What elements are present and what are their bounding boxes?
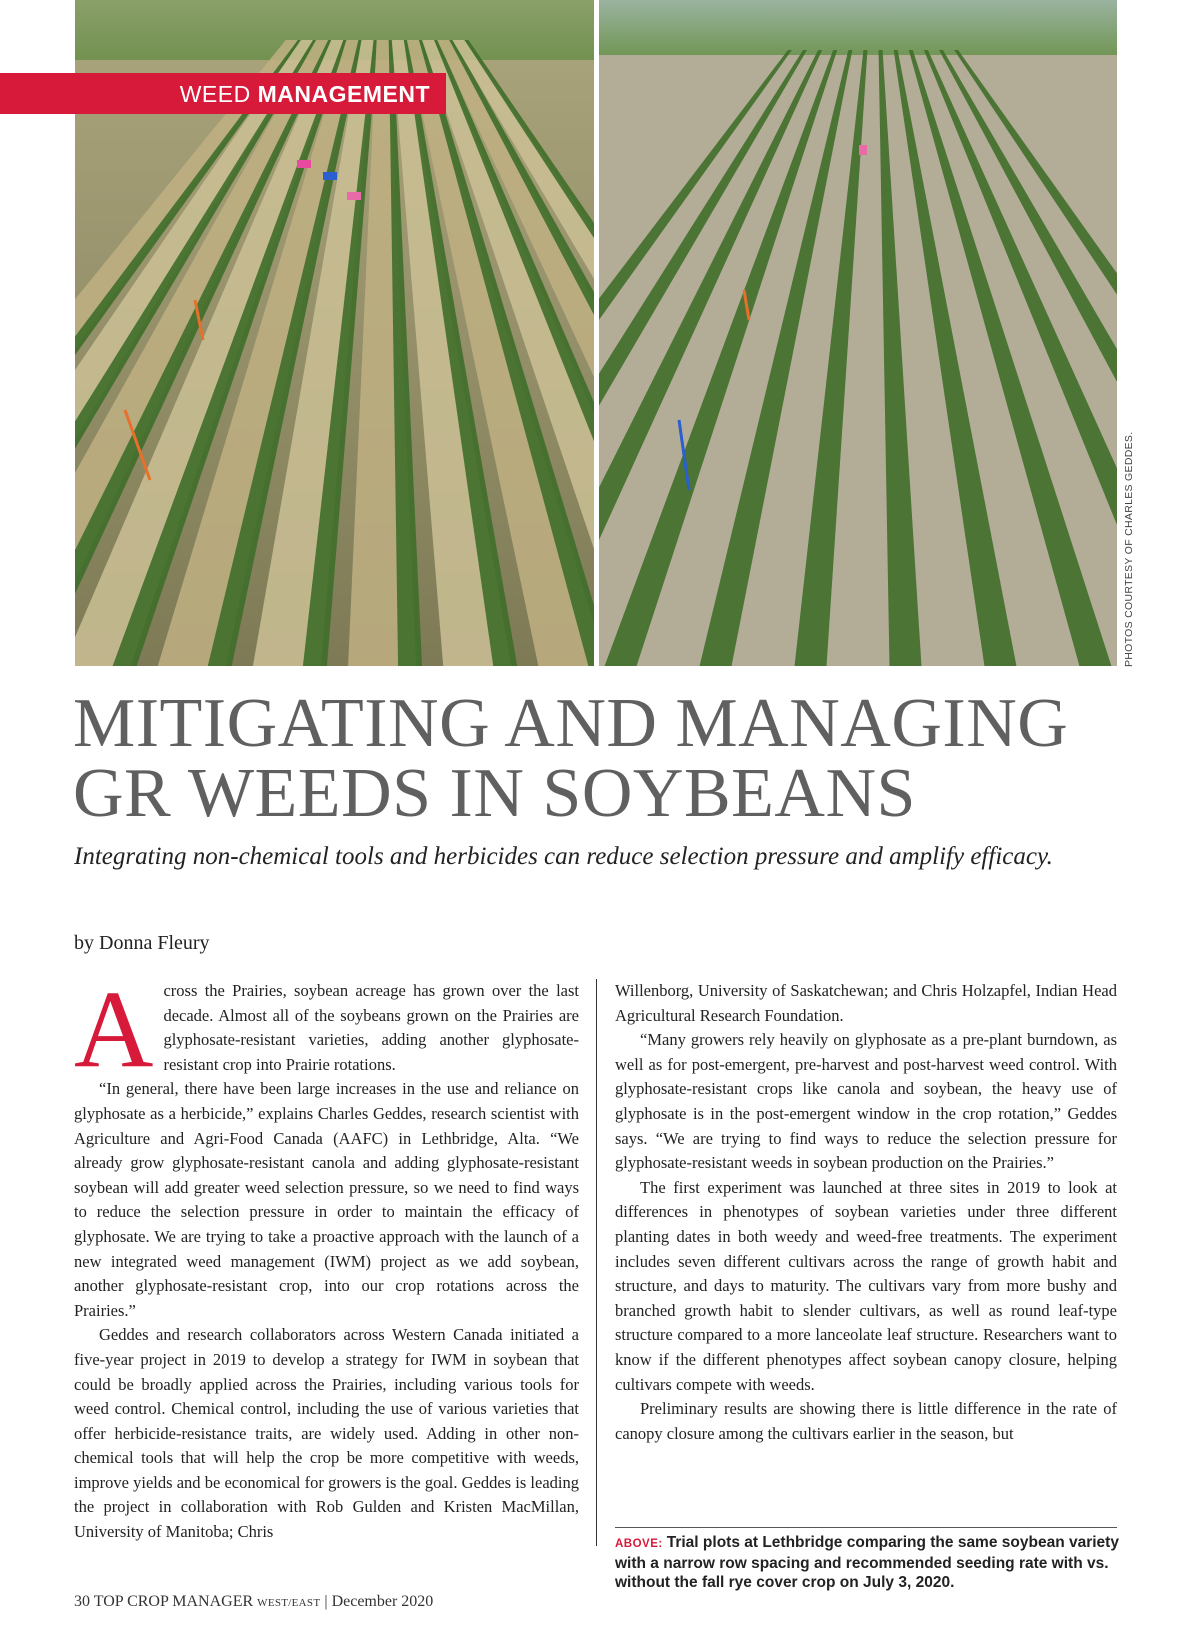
paragraph-text: cross the Prairies, soybean acreage has grown over the last decade. Almost all of the soybeans grown on the Prairies are glyphosate-resistant varieties, adding another glyphosate-resistant crop into Prairie rotations. (163, 981, 579, 1074)
deck-subtitle: Integrating non-chemical tools and herbicides can reduce selection pressure and amplify efficacy. (74, 843, 1053, 870)
paragraph: The first experiment was launched at three sites in 2019 to look at differences in phenotypes of soybean varieties under three different planting dates in both weedy and weed-free treatments. The experiment includes seven different cultivars across the range of growth habit and structure, and days to maturity. The cultivars vary from more bushy and branched growth habit to slender cultivars, as well as round leaf-type structure compared to a more lanceolate leaf structure. Researchers want to know if the different phenotypes affect soybean canopy closure, helping cultivars compete with weeds. (615, 1177, 1117, 1394)
dropcap: A (74, 968, 154, 1090)
byline: by Donna Fleury (74, 932, 210, 954)
paragraph: “In general, there have been large increases in the use and reliance on glyphosate as a herbicide,” explains Charles Geddes, research scientist with Agriculture and Agri-Food Canada (AAFC) in Lethbridge, Alta. “We already grow glyphosate-resistant canola and adding glyphosate-resistant soybean will add greater weed selection pressure, so we need to find ways to reduce the selection pressure in order to maintain the efficacy of glyphosate. We are trying to take a proactive approach with the launch of a new integrated weed management (IWM) project as we add soybean, another glyphosate-resistant crop, into our crop rotations across the Prairies.” (74, 1079, 579, 1320)
headline (73, 685, 1133, 832)
left-column (74, 968, 579, 1545)
section-tag-light: WEED (179, 81, 251, 107)
page-footer (74, 1593, 433, 1611)
paragraph: Preliminary results are showing there is little difference in the rate of canopy closure among the cultivars earlier in the season, but (615, 1399, 1117, 1443)
headline-line-1: MITIGATING AND MANAGING (73, 685, 1069, 762)
magazine-edition: WEST/EAST (257, 1597, 321, 1609)
footer-separator: | (324, 1593, 328, 1610)
caption-text: Trial plots at Lethbridge comparing the same soybean variety with a narrow row spacing and recommended seeding rate with vs. without the fall rye cover crop on July 3, 2020. (615, 1534, 1119, 1591)
caption-label: ABOVE: (615, 1538, 663, 1550)
magazine-name: TOP CROP MANAGER (93, 1593, 254, 1610)
photo-credit: PHOTOS COURTESY OF CHARLES GEDDES. (1123, 431, 1135, 667)
photo-without-cover-crop (599, 0, 1117, 666)
right-column (615, 979, 1117, 1446)
issue-date: December 2020 (331, 1593, 434, 1610)
section-tag-bold: MANAGEMENT (257, 81, 430, 107)
paragraph: Willenborg, University of Saskatchewan; and Chris Holzapfel, Indian Head Agricultural Research Foundation. (615, 981, 1117, 1025)
paragraph (74, 968, 579, 1090)
page-number: 30 (74, 1593, 90, 1610)
section-tag (0, 73, 446, 114)
photo-caption (615, 1533, 1125, 1592)
paragraph: “Many growers rely heavily on glyphosate as a pre-plant burndown, as well as for post-emergent, pre-harvest and post-harvest weed control. With glyphosate-resistant crops like canola and soybean, the heavy use of glyphosate is in the post-emergent window in the crop rotation,” Geddes says. “We are trying to find ways to reduce the selection pressure for glyphosate-resistant weeds in soybean production on the Prairies.” (615, 1030, 1117, 1173)
paragraph: Geddes and research collaborators across Western Canada initiated a five-year project in 2019 to develop a strategy for IWM in soybean that could be broadly applied across the Prairies, including various tools for weed control. Chemical control, including the use of various varieties that offer herbicide-resistance traits, are widely used. Adding in other non-chemical tools that will help the crop be more competitive with weeds, improve yields and be economical for growers is the goal. Geddes is leading the project in collaboration with Rob Gulden and Kristen MacMillan, University of Manitoba; Chris (74, 1325, 579, 1542)
caption-divider (615, 1527, 1117, 1528)
column-divider (596, 979, 597, 1546)
headline-line-2: GR WEEDS IN SOYBEANS (73, 755, 916, 832)
